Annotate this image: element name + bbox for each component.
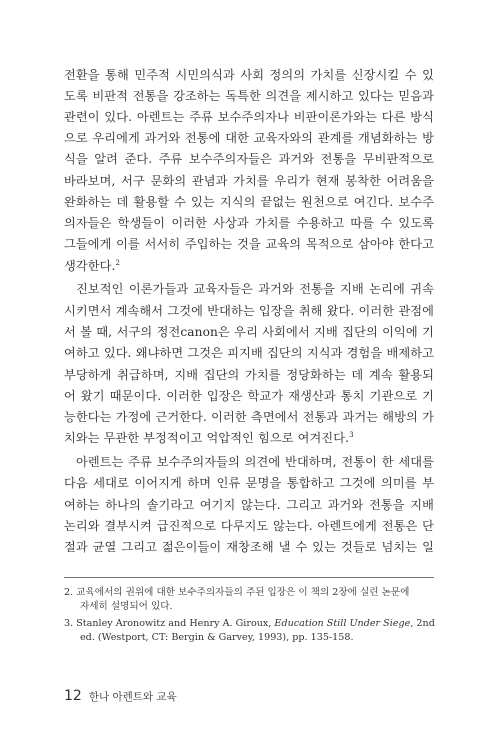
body-line: 능한다는 가정에 근거한다. 이러한 측면에서 전통과 과거는 해방의 가 (64, 410, 434, 424)
paragraph-start: 아렌트는 주류 보수주의자들의 의견에 반대하며, 전통이 한 세대를 (76, 455, 434, 469)
body-line: 여하는 하나의 솔기라고 여기지 않는다. 그리고 과거와 전통을 지배 (64, 498, 434, 512)
footnote-3: 3. Stanley Aronowitz and Henry A. Giroux, Education Still Under Siege, 2nd (64, 618, 435, 629)
body-line: 어 왔기 때문이다. 이러한 입장은 학교가 재생산과 통치 기관으로 기 (64, 389, 434, 403)
body-line: 도록 비판적 전통을 강조하는 독특한 의견을 제시하고 있다는 믿음과 (64, 89, 434, 103)
running-title: 한나 아렌트와 교육 (88, 691, 177, 703)
body-line: 절과 균열 그리고 젊은이들이 재창조해 낼 수 있는 것들로 넘치는 일 (64, 540, 434, 554)
page-number: 12 (64, 688, 82, 704)
body-line: 논리와 결부시켜 급진적으로 다루지도 않는다. 아렌트에게 전통은 단 (64, 519, 434, 533)
body-line: 생각한다.$^2$ (64, 258, 121, 273)
body-line: 부당하게 취급하며, 지배 집단의 가치를 정당화하는 데 계속 활용되 (64, 368, 434, 382)
body-line: 다음 세대로 이어지게 하며 인류 문명을 통합하고 그것에 의미를 부 (64, 476, 434, 490)
footnote-marker: 3 (349, 430, 354, 439)
body-line: 식을 알려 준다. 주류 보수주의자들은 과거와 전통을 무비판적으로 (64, 152, 434, 166)
footnote-2-continued: 자세히 설명되어 있다. (80, 601, 173, 612)
footnote-divider (64, 577, 434, 578)
footnote-3-continued: ed. (Westport, CT: Bergin & Garvey, 1993), pp. 135-158. (80, 632, 354, 643)
body-line: 의자들은 학생들이 이러한 사상과 가치를 수용하고 따를 수 있도록 (64, 216, 434, 230)
body-line: 으로 우리에게 과거와 전통에 대한 교육자와의 관계를 개념화하는 방 (64, 131, 434, 145)
body-line: 관련이 있다. 아렌트는 주류 보수주의자나 비판이론가와는 다른 방식 (64, 110, 434, 124)
footnote-marker: 2 (115, 258, 121, 267)
body-line: 서 볼 때, 서구의 정전canon은 우리 사회에서 지배 집단의 이익에 기 (64, 325, 434, 339)
body-line: 완화하는 데 활용할 수 있는 지식의 끝없는 원천으로 여긴다. 보수주 (64, 195, 434, 209)
body-line: 바라보며, 서구 문화의 관념과 가치를 우리가 현재 봉착한 어려움을 (64, 174, 434, 188)
footnote-2: 2. 교육에서의 권위에 대한 보수주의자들의 주된 입장은 이 책의 2장에 실린 논문에 (64, 587, 410, 598)
body-line: 치와는 무관한 부정적이고 억압적인 힘으로 여겨진다.$^3$ (64, 430, 354, 445)
book-title: Education Still Under Siege (274, 618, 411, 629)
body-line: 시키면서 계속해서 그것에 반대하는 입장을 취해 왔다. 이러한 관점에 (64, 304, 434, 318)
paragraph-start: 진보적인 이론가들과 교육자들은 과거와 전통을 지배 논리에 귀속 (76, 282, 434, 296)
body-line: 여하고 있다. 왜냐하면 그것은 피지배 집단의 지식과 경험을 배제하고 (64, 346, 434, 360)
page-footer (64, 685, 177, 704)
body-line: 전환을 통해 민주적 시민의식과 사회 정의의 가치를 신장시킬 수 있 (64, 68, 434, 82)
body-line: 그들에게 이를 서서히 주입하는 것을 교육의 목적으로 삼아야 한다고 (64, 237, 434, 251)
